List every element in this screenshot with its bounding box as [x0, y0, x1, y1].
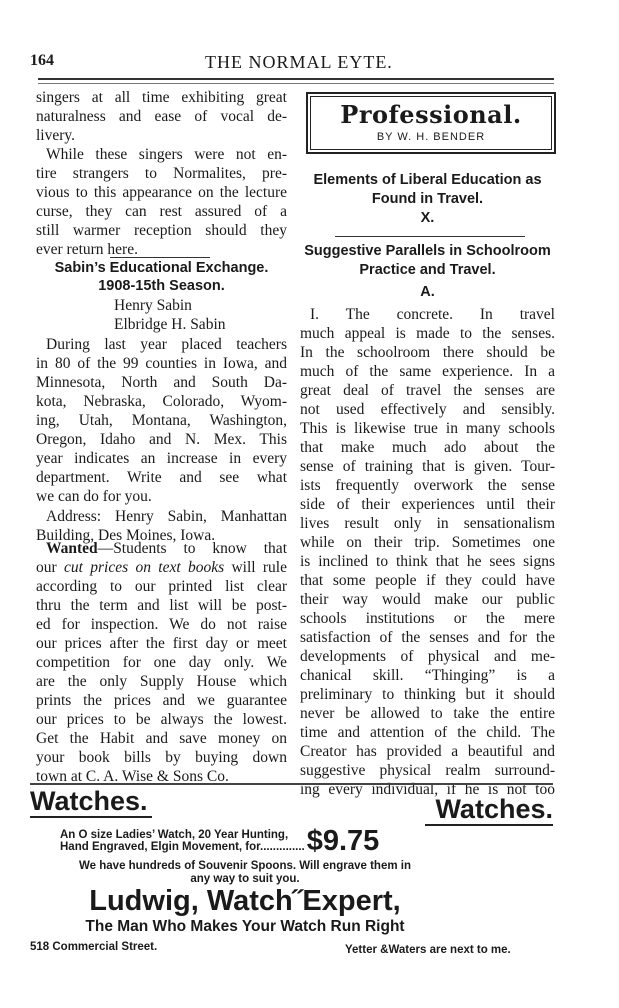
spoons-line-2: any way to suit you.: [190, 873, 300, 885]
sabin-name: Elbridge H. Sabin: [114, 316, 226, 333]
text-line: ever return here.: [36, 241, 138, 258]
text-line: vious to this appearance on the lecture: [36, 184, 287, 201]
text-line: I. The concrete. In travel: [310, 306, 555, 323]
advertiser-address: 518 Commercial Street.: [30, 941, 158, 953]
text-line: chanical skill. “Thinging” is a: [300, 667, 555, 684]
text-line: not used effectively and sensibly.: [300, 401, 555, 418]
sabin-name: Henry Sabin: [114, 297, 192, 314]
text-line: much appeal is made to the senses.: [300, 325, 555, 342]
text-line: department. Write and see what: [36, 469, 287, 486]
subheading: Practice and Travel.: [359, 262, 496, 278]
professional-section-box: [306, 92, 556, 154]
text-line: livery.: [36, 127, 76, 144]
text-line: This is likewise true in many schools: [300, 420, 555, 437]
article-heading: Elements of Liberal Education as: [313, 172, 542, 188]
text-line: never be allowed to take the entire: [300, 705, 555, 722]
text-line: Minnesota, North and South Da-: [36, 374, 287, 391]
text-line: tire strangers to Normalites, pre-: [36, 165, 287, 182]
text-line: year indicates an increase in every: [36, 450, 287, 467]
section-divider: [335, 236, 525, 237]
subheading: A.: [420, 284, 435, 300]
offer-line-2: Hand Engraved, Elgin Movement, for..............: [60, 841, 305, 853]
section-divider: [110, 257, 210, 258]
text-line: still warmer reception should they: [36, 222, 287, 239]
wanted-line: [46, 539, 287, 558]
text-line: Building, Des Moines, Iowa.: [36, 527, 216, 544]
text-line: ed for inspection. We do not raise: [36, 616, 287, 633]
section-title: Professional.: [340, 100, 522, 129]
ad-top-rule: [30, 783, 553, 785]
text-line: much of the same experience. In a: [300, 363, 555, 380]
page-number: 164: [30, 52, 54, 69]
text-line: Oregon, Idaho and N. Mex. This: [36, 431, 287, 448]
section-byline: BY W. H. BENDER: [376, 131, 486, 143]
text-line: that make much ado about the: [300, 439, 555, 456]
watches-heading-left: Watches.: [30, 786, 152, 818]
text-line: kota, Nebraska, Colorado, Wyom-: [36, 393, 287, 410]
subheading: Suggestive Parallels in Schoolroom: [304, 243, 551, 259]
advertiser-name: Ludwig, Watch˝Expert,: [89, 885, 401, 917]
offer-text: [60, 829, 305, 856]
running-head: THE NORMAL EYTE.: [205, 52, 393, 72]
watches-heading-right: Watches.: [425, 794, 553, 826]
text-line: their way would make our public: [300, 591, 555, 608]
article-heading: X.: [420, 210, 435, 226]
text-line: developments of physical and me-: [300, 648, 555, 665]
offer-line-1: An O size Ladies’ Watch, 20 Year Hunting,: [60, 829, 289, 841]
price: $9.75: [306, 825, 380, 857]
sabin-heading: 1908-15th Season.: [98, 278, 225, 294]
text-line: lives result only in sensationalism: [300, 515, 555, 532]
sabin-heading: Sabin’s Educational Exchange.: [54, 260, 269, 276]
text-line: is inclined to think that he sees signs: [300, 553, 555, 570]
text-line: ing, Utah, Montana, Washington,: [36, 412, 287, 429]
text-line: that some people if they could have: [300, 572, 555, 589]
wanted-lead: Wanted: [46, 540, 98, 557]
text-line: are the only Supply House which: [36, 673, 287, 690]
text-line: our prices after the first day or meet: [36, 635, 287, 652]
offer-block: [60, 826, 379, 856]
text-line: In the schoolroom there should be: [300, 344, 555, 361]
text-line: while on their trip. Sometimes one: [300, 534, 555, 551]
text-line: we can do for you.: [36, 488, 152, 505]
text-line: naturalness and ease of vocal de-: [36, 108, 287, 125]
wanted-text: will rule: [224, 559, 287, 576]
text-line: Get the Habit and save money on: [36, 730, 287, 747]
wanted-text: —Students to know that: [97, 540, 287, 557]
text-line: according to our printed list clear: [36, 578, 287, 595]
text-line: sense of training that is given. Tour-: [300, 458, 555, 475]
wanted-line: [36, 558, 287, 577]
text-line: prints the prices and we guarantee: [36, 692, 287, 709]
text-line: singers at all time exhibiting great: [36, 89, 287, 106]
header-rule: [38, 78, 554, 84]
text-line: preliminary to thinking but it should: [300, 686, 555, 703]
text-line: our prices to be always the lowest.: [36, 711, 287, 728]
article-heading: Found in Travel.: [371, 191, 484, 207]
text-line: satisfaction of the senses and for the: [300, 629, 555, 646]
text-line: ists frequently overwork the sense: [300, 477, 555, 494]
wanted-text: our: [36, 559, 64, 576]
text-line: suggestive physical realm surround-: [300, 762, 555, 779]
text-line: ing every individual, if he is not too: [300, 781, 555, 798]
text-line: competition for one day only. We: [36, 654, 287, 671]
text-line: time and attention of the child. The: [300, 724, 555, 741]
text-line: thru the term and list will be post-: [36, 597, 287, 614]
text-line: While these singers were not en-: [46, 146, 287, 163]
text-line: your book bills by buying down: [36, 749, 287, 766]
text-line: curse, they can rest assured of a: [36, 203, 287, 220]
text-line: in 80 of the 99 counties in Iowa, and: [36, 355, 287, 372]
text-line: Address: Henry Sabin, Manhattan: [46, 508, 287, 525]
advertiser-tagline: The Man Who Makes Your Watch Run Right: [85, 918, 405, 935]
wanted-text: cut prices on text books: [63, 559, 225, 576]
text-line: town at C. A. Wise & Sons Co.: [36, 768, 229, 785]
text-line: schools institutions or the mere: [300, 610, 555, 627]
text-line: side of their experiences until their: [300, 496, 555, 513]
text-line: great deal of travel the senses are: [300, 382, 555, 399]
spoons-line-1: We have hundreds of Souvenir Spoons. Will engrave them in: [79, 860, 411, 872]
text-line: During last year placed teachers: [46, 336, 287, 353]
advertiser-neighbors: Yetter &Waters are next to me.: [345, 944, 511, 956]
text-line: Creator has provided a beautiful and: [300, 743, 555, 760]
